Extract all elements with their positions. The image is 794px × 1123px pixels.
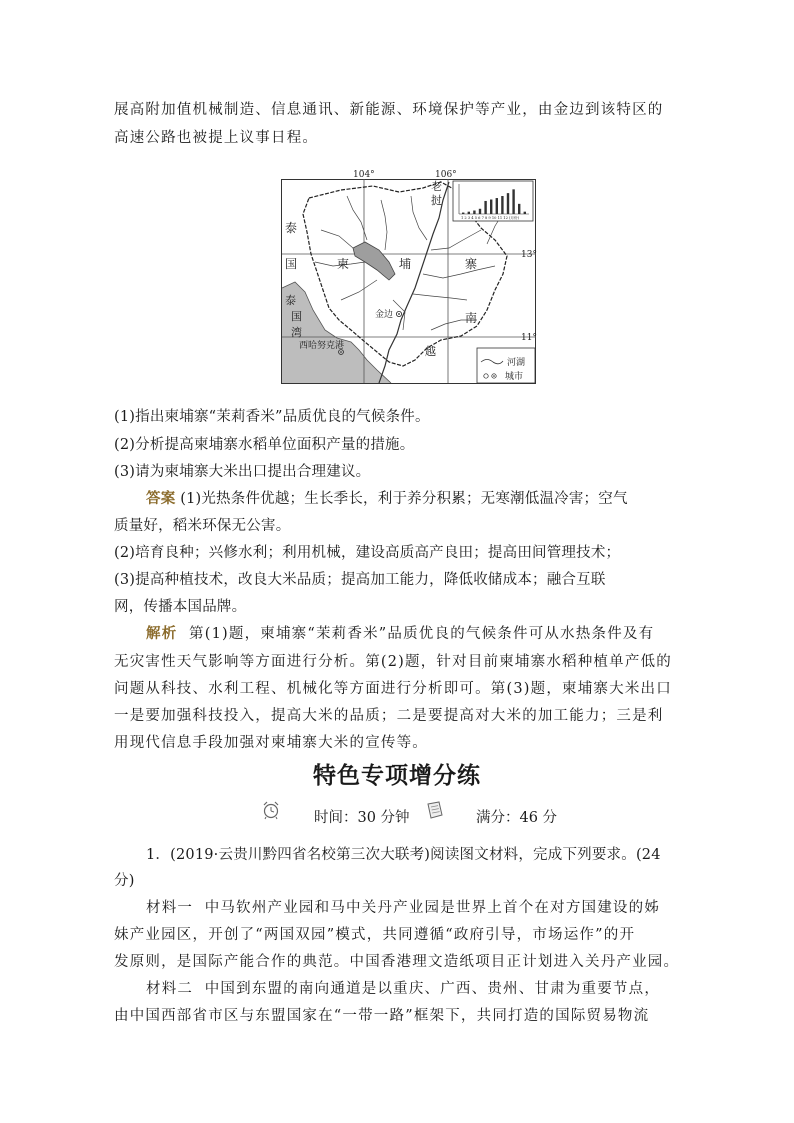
answer-2: (2)培育良种；兴修水利；利用机械，建设高质高产良田；提高田间管理技术； — [114, 545, 621, 561]
legend-city-label: 城市 — [505, 372, 524, 382]
analysis-line: 一是要加强科技投入，提高大米的品质；二是要提高对大米的加工能力；三是利 — [114, 708, 664, 724]
question-3: (3)请为柬埔寨大米出口提出合理建议。 — [114, 464, 371, 480]
time-limit: 时间：30 分钟 — [314, 810, 410, 826]
exercise-1-stem-cont: 分) — [114, 873, 135, 889]
label-sihanoukville: 西哈努克港 — [299, 341, 345, 351]
label-cambodia-3: 寨 — [465, 257, 478, 271]
label-vietnam-1: 越 — [425, 345, 436, 358]
answer-1-cont: 质量好，稻米环保无公害。 — [114, 518, 291, 534]
paragraph-line: 高速公路也被提上议事日程。 — [114, 130, 319, 146]
material-2-line: 由中国西部省市区与东盟国家在“一带一路”框架下，共同打造的国际贸易物流 — [114, 1008, 650, 1024]
paragraph-line: 展高附加值机械制造、信息通讯、新能源、环境保护等产业，由金边到该特区的 — [114, 102, 664, 118]
material-1-line: 材料一 中马钦州产业园和马中关丹产业园是世界上首个在对方国建设的姊 — [146, 900, 661, 916]
material-1-line: 发原则，是国际产能合作的典范。中国香港理文造纸项目正计划进入关丹产业园。 — [114, 954, 680, 970]
label-laos-1: 老 — [431, 180, 442, 193]
label-gulf-2: 国 — [291, 310, 302, 323]
answer-3-cont: 网，传播本国品牌。 — [114, 599, 247, 615]
lon-label-106: 106° — [435, 170, 457, 180]
precipitation-bar — [490, 200, 492, 215]
label-vietnam-2: 南 — [465, 311, 478, 325]
analysis-line: 无灾害性天气影响等方面进行分析。第(2)题，针对目前柬埔寨水稻种植单产低的 — [114, 654, 672, 670]
exam-paper-icon — [425, 800, 445, 820]
precipitation-bar — [512, 189, 514, 214]
question-2: (2)分析提高柬埔寨水稻单位面积产量的措施。 — [114, 437, 415, 453]
material-2-line: 材料二 中国到东盟的南向通道是以重庆、广西、贵州、甘肃为重要节点， — [146, 981, 661, 997]
material-1-line: 妹产业园区，开创了“两国双园”模式，共同遵循“政府引导，市场运作”的开 — [114, 927, 636, 943]
section-title: 特色专项增分练 — [313, 763, 481, 789]
answer-3: (3)提高种植技术，改良大米品质；提高加工能力，降低收储成本；融合互联 — [114, 572, 606, 588]
precipitation-bar — [518, 204, 520, 214]
question-1: (1)指出柬埔寨“茉莉香米”品质优良的气候条件。 — [114, 409, 430, 425]
climate-inset — [453, 181, 533, 221]
analysis-line: 问题从科技、水利工程、机械化等方面进行分析即可。第(3)题，柬埔寨大米出口 — [114, 681, 672, 697]
precipitation-bar — [501, 196, 503, 214]
lat-label-11: 11° — [521, 333, 537, 343]
answer-line — [146, 487, 628, 508]
analysis-line: 用现代信息手段加强对柬埔寨大米的宣传等。 — [114, 735, 428, 751]
precipitation-bar — [479, 209, 481, 214]
cambodia-map — [281, 170, 537, 385]
precipitation-bar — [473, 211, 475, 214]
precipitation-bar — [462, 213, 464, 214]
material-1-tag: 材料一 — [146, 900, 194, 916]
precipitation-bar — [468, 212, 470, 214]
exercise-1-stem: 1．(2019·云贵川黔四省名校第三次大联考)阅读图文材料，完成下列要求。(24 — [146, 847, 661, 863]
material-2-tag: 材料二 — [146, 981, 194, 997]
label-thailand-1: 泰 — [285, 221, 298, 235]
label-gulf-1: 泰 — [285, 294, 296, 307]
label-cambodia-1: 柬 — [337, 257, 350, 271]
answer-tag: 答案 — [146, 490, 176, 507]
lon-label-104: 104° — [353, 170, 375, 180]
analysis-tag: 解析 — [146, 625, 178, 642]
precipitation-bar — [484, 201, 486, 214]
label-phnom-penh: 金边 — [375, 310, 394, 320]
label-thailand-2: 国 — [285, 257, 298, 271]
full-score: 满分：46 分 — [476, 810, 558, 826]
precipitation-bar — [524, 212, 526, 214]
analysis-line: 解析 第(1)题，柬埔寨“茉莉香米”品质优良的气候条件可从水热条件及有 — [146, 625, 655, 642]
lat-label-13: 13° — [521, 250, 537, 260]
legend-river-label: 河湖 — [507, 358, 526, 368]
label-gulf-3: 湾 — [291, 326, 302, 339]
label-cambodia-2: 埔 — [399, 257, 412, 271]
label-laos-2: 挝 — [431, 194, 442, 207]
precipitation-bar — [496, 198, 498, 214]
alarm-clock-icon — [262, 800, 280, 820]
climate-months-label: 1 2 3 4 5 6 7 8 9 10 11 12 (月份) — [461, 216, 519, 220]
answer-1-text: (1)光热条件优越；生长季长，利于养分积累；无寒潮低温冷害；空气 — [175, 491, 628, 507]
map-legend — [477, 348, 535, 383]
precipitation-bar — [507, 193, 509, 214]
